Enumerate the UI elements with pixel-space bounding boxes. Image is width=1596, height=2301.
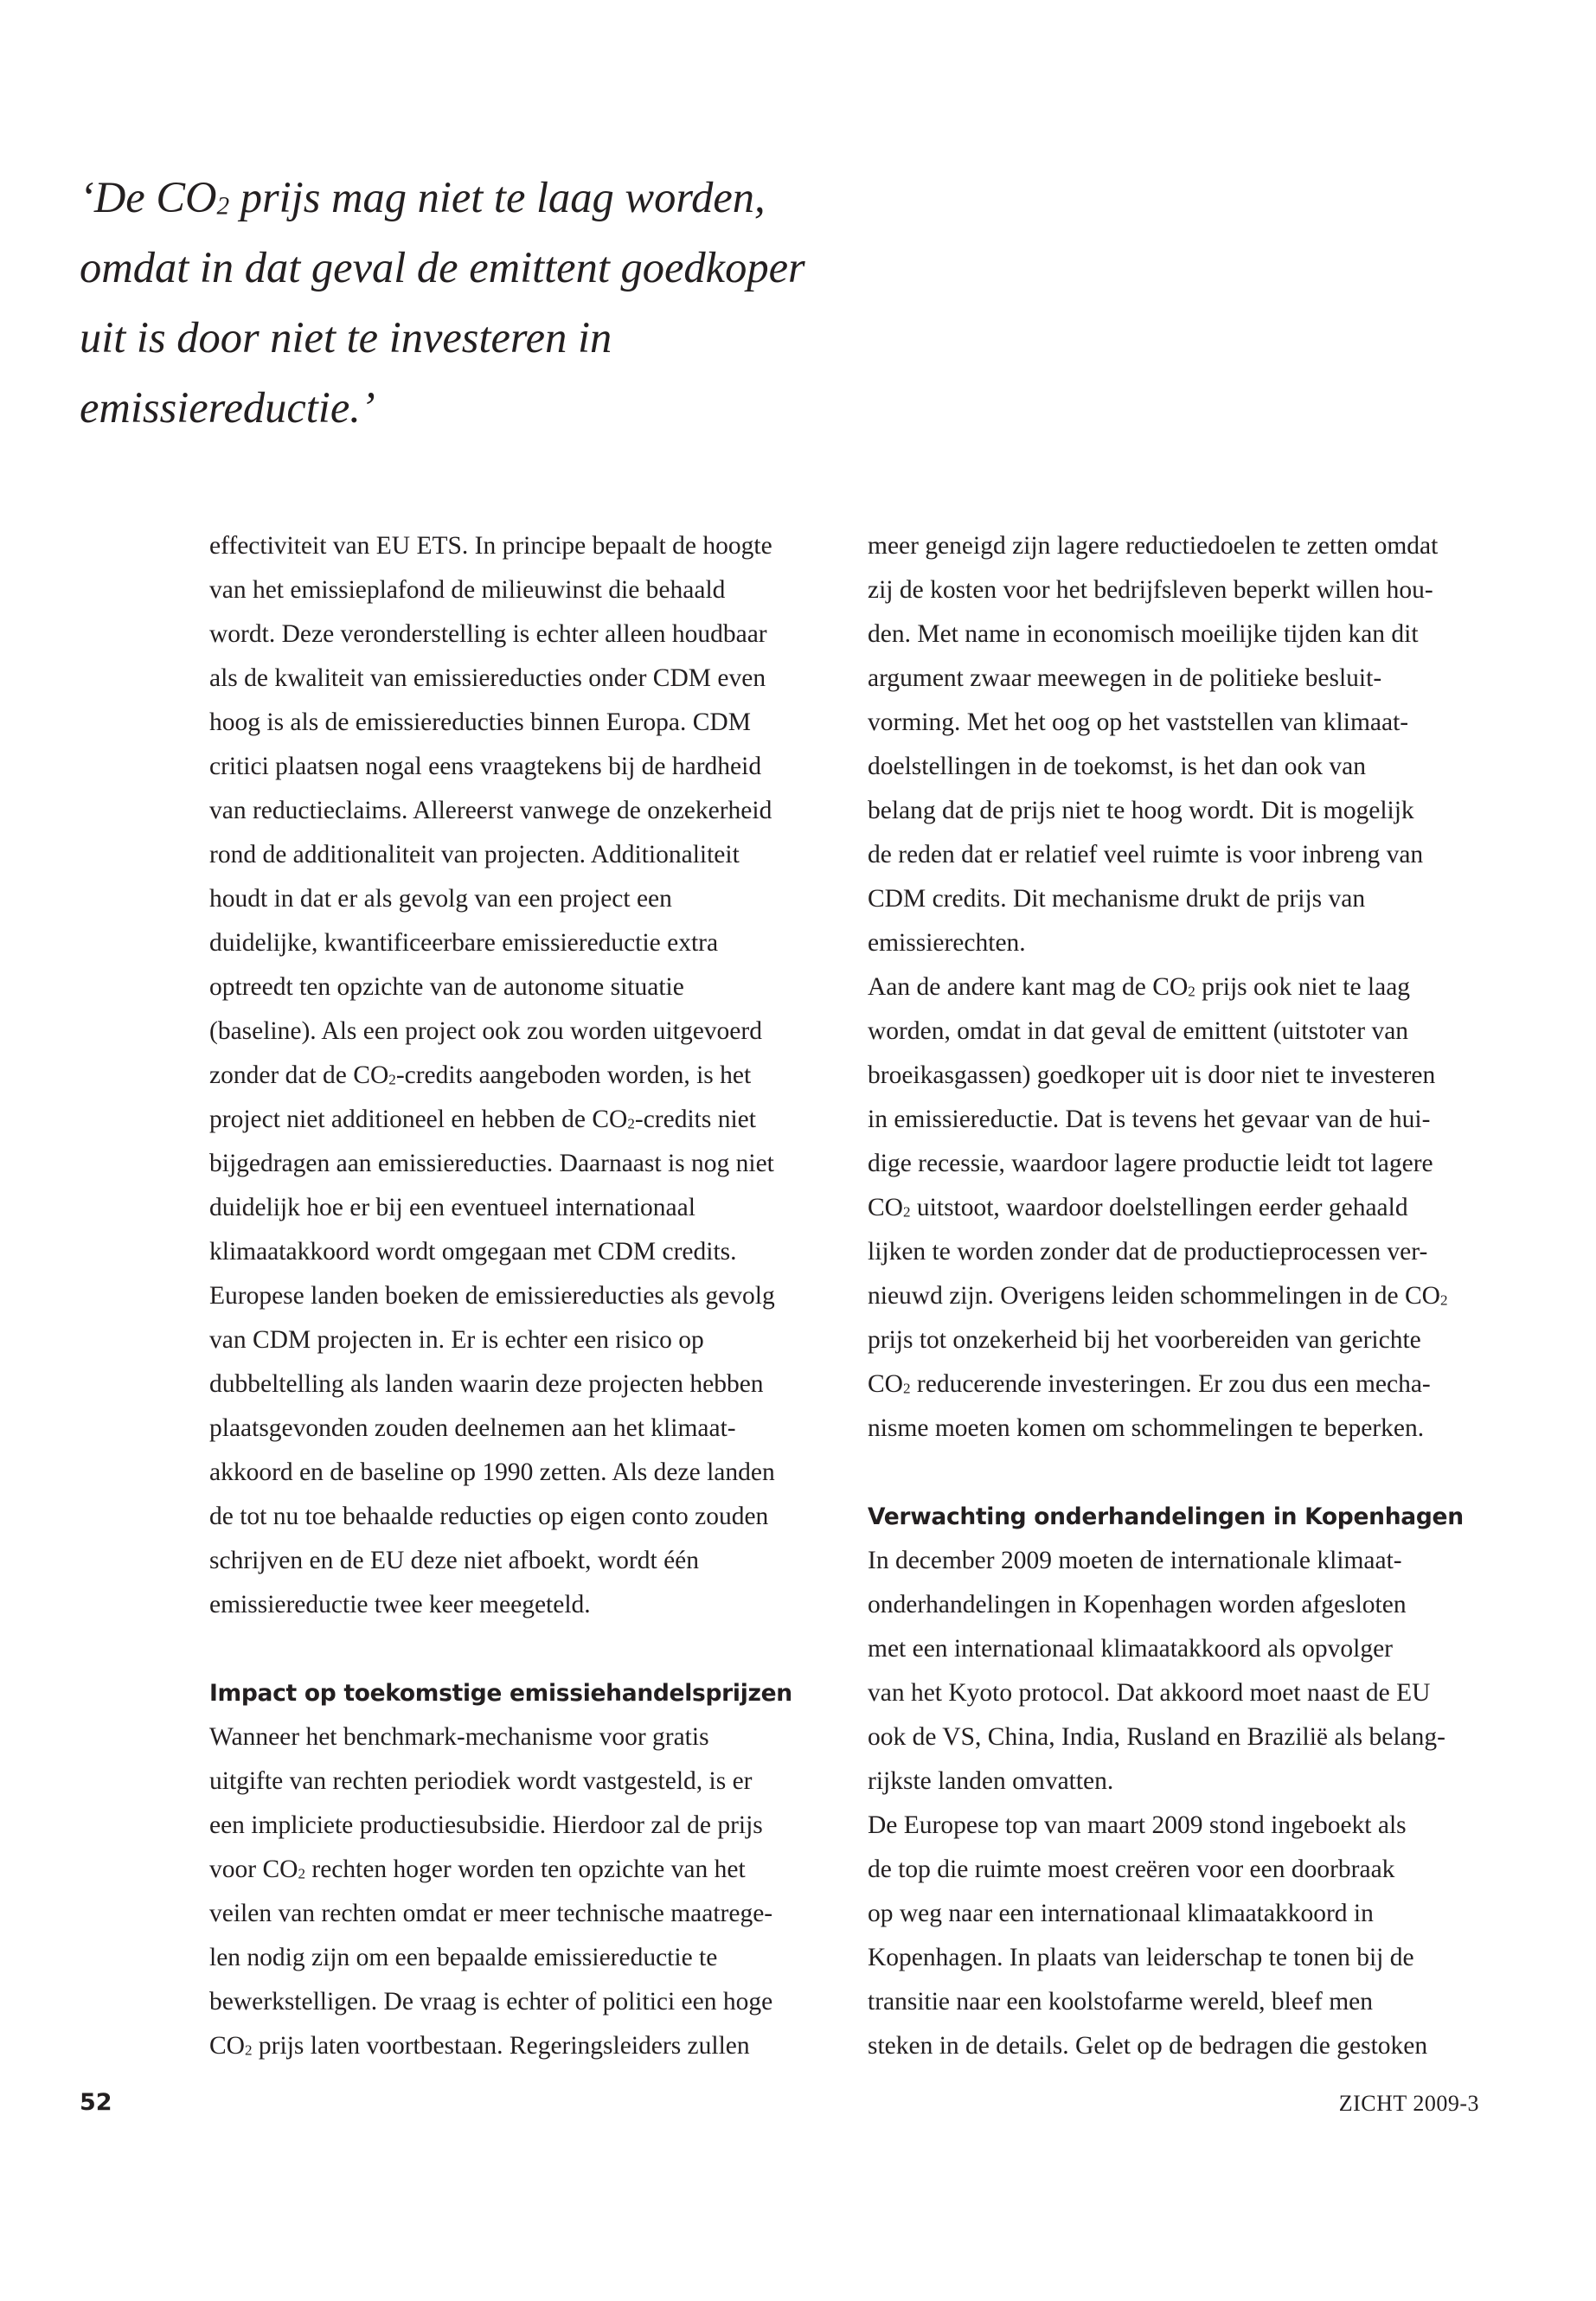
section-heading: Impact op toekomstige emissiehandelsprijzen	[209, 1680, 792, 1707]
text-segment: optreedt ten opzichte van de autonome situatie	[209, 973, 684, 1001]
paragraph	[868, 1539, 1473, 1804]
text-line	[868, 1054, 1473, 1098]
subscript: 2	[388, 1071, 396, 1088]
text-line	[209, 1142, 815, 1186]
text-segment: een impliciete productiesubsidie. Hierdoor zal de prijs	[209, 1811, 763, 1839]
text-segment: critici plaatsen nogal eens vraagtekens bij de hardheid	[209, 753, 762, 780]
text-line	[209, 1451, 815, 1495]
text-segment: meer geneigd zijn lagere reductiedoelen te zetten omdat	[868, 532, 1439, 560]
text-line	[868, 833, 1473, 877]
paragraph-gap	[868, 1451, 1473, 1495]
text-segment: schrijven en de EU deze niet afboekt, wordt één	[209, 1547, 700, 1574]
subscript: 2	[244, 2041, 253, 2059]
text-segment: dubbeltelling als landen waarin deze projecten hebben	[209, 1370, 764, 1398]
text-line	[868, 657, 1473, 701]
text-segment: veilen van rechten omdat er meer technische maatrege-	[209, 1900, 773, 1927]
text-line	[209, 2024, 815, 2068]
text-segment: omdat in dat geval de emittent goedkoper	[80, 243, 805, 292]
text-segment: op weg naar een internationaal klimaatakkoord in	[868, 1900, 1374, 1927]
text-segment: zonder dat de CO	[209, 1061, 389, 1089]
quote-line	[80, 163, 884, 233]
text-line	[209, 789, 815, 833]
text-segment: dige recessie, waardoor lagere productie leidt tot lagere	[868, 1150, 1433, 1177]
text-segment: nisme moeten komen om schommelingen te beperken.	[868, 1414, 1425, 1442]
text-segment: prijs laten voortbestaan. Regeringsleiders zullen	[252, 2032, 750, 2060]
text-segment: argument zwaar meewegen in de politieke besluit-	[868, 664, 1382, 692]
text-line	[868, 524, 1473, 568]
paragraph	[209, 524, 815, 1627]
text-line	[868, 1009, 1473, 1054]
text-segment: prijs tot onzekerheid bij het voorbereiden van gerichte	[868, 1326, 1421, 1354]
text-segment: De Europese top van maart 2009 stond ingeboekt als	[868, 1811, 1407, 1839]
paragraph	[868, 524, 1473, 965]
text-line	[209, 965, 815, 1009]
text-segment: duidelijke, kwantificeerbare emissiereductie extra	[209, 929, 719, 957]
text-segment: Aan de andere kant mag de CO	[868, 973, 1189, 1001]
text-line	[209, 1274, 815, 1318]
text-line	[868, 1715, 1473, 1759]
paragraph-gap	[209, 1627, 815, 1671]
text-segment: met een internationaal klimaatakkoord als opvolger	[868, 1635, 1393, 1663]
text-segment: rijkste landen omvatten.	[868, 1767, 1114, 1795]
text-line	[209, 833, 815, 877]
text-line	[209, 1980, 815, 2024]
text-segment: uit is door niet te investeren in	[80, 313, 612, 362]
text-line	[868, 568, 1473, 612]
text-line	[209, 877, 815, 921]
text-segment: lijken te worden zonder dat de productieprocessen ver-	[868, 1238, 1428, 1266]
text-line	[209, 1759, 815, 1804]
text-line	[209, 1892, 815, 1936]
text-line	[209, 701, 815, 745]
text-line	[868, 701, 1473, 745]
text-line	[209, 1318, 815, 1362]
text-segment: van het Kyoto protocol. Dat akkoord moet naast de EU	[868, 1679, 1431, 1707]
text-segment: (baseline). Als een project ook zou worden uitgevoerd	[209, 1017, 762, 1045]
text-line	[868, 1848, 1473, 1892]
text-line	[209, 745, 815, 789]
quote-line	[80, 233, 884, 303]
text-segment: Kopenhagen. In plaats van leiderschap te tonen bij de	[868, 1944, 1414, 1971]
text-segment: reducerende investeringen. Er zou dus een mecha-	[910, 1370, 1431, 1398]
text-line	[868, 1759, 1473, 1804]
text-segment: emissierechten.	[868, 929, 1026, 957]
text-line	[209, 1009, 815, 1054]
text-line	[209, 1804, 815, 1848]
text-line	[209, 921, 815, 965]
paragraph	[868, 1804, 1473, 2068]
text-segment: steken in de details. Gelet op de bedragen die gestoken	[868, 2032, 1428, 2060]
text-segment: -credits aangeboden worden, is het	[395, 1061, 752, 1089]
text-segment: klimaatakkoord wordt omgegaan met CDM credits.	[209, 1238, 737, 1266]
text-segment: CDM credits. Dit mechanisme drukt de prijs van	[868, 885, 1366, 913]
text-line	[209, 612, 815, 657]
text-segment: als de kwaliteit van emissiereducties onder CDM even	[209, 664, 766, 692]
text-segment: worden, omdat in dat geval de emittent (uitstoter van	[868, 1017, 1409, 1045]
text-line	[209, 568, 815, 612]
text-segment: hoog is als de emissiereducties binnen Europa. CDM	[209, 708, 751, 736]
subscript: 2	[1439, 1292, 1448, 1309]
text-segment: emissiereductie.’	[80, 383, 375, 432]
text-line	[868, 789, 1473, 833]
text-line	[209, 1848, 815, 1892]
text-line	[209, 1539, 815, 1583]
text-segment: de top die ruimte moest creëren voor een doorbraak	[868, 1856, 1395, 1883]
text-line	[209, 1407, 815, 1451]
text-line	[868, 877, 1473, 921]
text-segment: vorming. Met het oog op het vaststellen van klimaat-	[868, 708, 1409, 736]
text-segment: onderhandelingen in Kopenhagen worden afgesloten	[868, 1591, 1407, 1618]
text-line	[868, 2024, 1473, 2068]
text-segment: ook de VS, China, India, Rusland en Brazilië als belang-	[868, 1723, 1445, 1751]
text-segment: project niet additioneel en hebben de CO	[209, 1106, 628, 1133]
text-line	[209, 524, 815, 568]
text-segment: In december 2009 moeten de internationale klimaat-	[868, 1547, 1402, 1574]
text-line	[209, 1715, 815, 1759]
text-line	[868, 921, 1473, 965]
text-segment: akkoord en de baseline op 1990 zetten. Als deze landen	[209, 1458, 775, 1486]
text-segment: prijs mag niet te laag worden,	[229, 173, 766, 221]
text-segment: CO	[868, 1370, 903, 1398]
text-line	[209, 1362, 815, 1407]
text-line	[868, 1671, 1473, 1715]
text-segment: voor CO	[209, 1856, 298, 1883]
text-segment: van het emissieplafond de milieuwinst die behaald	[209, 576, 726, 604]
text-line	[868, 1627, 1473, 1671]
text-segment: uitstoot, waardoor doelstellingen eerder gehaald	[910, 1194, 1408, 1221]
text-line	[868, 1230, 1473, 1274]
text-line	[868, 1098, 1473, 1142]
text-line	[868, 1892, 1473, 1936]
text-line	[209, 1186, 815, 1230]
text-line	[868, 1362, 1473, 1407]
text-line	[209, 1583, 815, 1627]
text-line	[868, 1583, 1473, 1627]
text-segment: bijgedragen aan emissiereducties. Daarnaast is nog niet	[209, 1150, 774, 1177]
text-line	[868, 612, 1473, 657]
subscript: 2	[902, 1380, 911, 1397]
text-line	[868, 1936, 1473, 1980]
text-line	[868, 1186, 1473, 1230]
subscript: 2	[1188, 983, 1195, 1000]
section-heading: Verwachting onderhandelingen in Kopenhagen	[868, 1503, 1464, 1530]
subscript: 2	[627, 1115, 635, 1132]
text-segment: duidelijk hoe er bij een eventueel internationaal	[209, 1194, 695, 1221]
text-segment: wordt. Deze veronderstelling is echter alleen houdbaar	[209, 620, 767, 648]
text-line	[868, 1407, 1473, 1451]
text-segment: van reductieclaims. Allereerst vanwege de onzekerheid	[209, 797, 772, 824]
text-line	[868, 965, 1473, 1009]
quote-line	[80, 373, 884, 443]
text-segment: bewerkstelligen. De vraag is echter of politici een hoge	[209, 1988, 773, 2016]
text-segment: effectiviteit van EU ETS. In principe bepaalt de hoogte	[209, 532, 772, 560]
text-segment: Europese landen boeken de emissiereducties als gevolg	[209, 1282, 775, 1310]
text-line	[209, 1054, 815, 1098]
text-segment: ‘De CO	[80, 173, 217, 221]
text-segment: uitgifte van rechten periodiek wordt vastgesteld, is er	[209, 1767, 753, 1795]
text-segment: -credits niet	[634, 1106, 756, 1133]
journal-issue: ZICHT 2009-3	[1338, 2091, 1479, 2116]
text-segment: prijs ook niet te laag	[1195, 973, 1411, 1001]
text-segment: den. Met name in economisch moeilijke tijden kan dit	[868, 620, 1419, 648]
text-line	[868, 1142, 1473, 1186]
text-segment: rond de additionaliteit van projecten. Additionaliteit	[209, 841, 740, 868]
text-line	[868, 1539, 1473, 1583]
text-segment: houdt in dat er als gevolg van een project een	[209, 885, 672, 913]
text-line	[209, 1936, 815, 1980]
text-segment: doelstellingen in de toekomst, is het dan ook van	[868, 753, 1366, 780]
text-line	[868, 1804, 1473, 1848]
text-segment: Wanneer het benchmark-mechanisme voor gratis	[209, 1723, 709, 1751]
text-segment: van CDM projecten in. Er is echter een risico op	[209, 1326, 704, 1354]
text-segment: zij de kosten voor het bedrijfsleven beperkt willen hou-	[868, 576, 1433, 604]
text-segment: belang dat de prijs niet te hoog wordt. Dit is mogelijk	[868, 797, 1414, 824]
text-segment: broeikasgassen) goedkoper uit is door niet te investeren	[868, 1061, 1436, 1089]
text-line	[868, 1318, 1473, 1362]
text-line	[868, 745, 1473, 789]
text-segment: CO	[868, 1194, 903, 1221]
subscript: 2	[902, 1203, 911, 1221]
text-segment: len nodig zijn om een bepaalde emissiereductie te	[209, 1944, 718, 1971]
text-segment: de reden dat er relatief veel ruimte is voor inbreng van	[868, 841, 1424, 868]
quote-line	[80, 303, 884, 373]
text-segment: in emissiereductie. Dat is tevens het gevaar van de hui-	[868, 1106, 1431, 1133]
pull-quote	[80, 163, 884, 443]
text-line	[209, 1098, 815, 1142]
text-line	[209, 1495, 815, 1539]
text-segment: plaatsgevonden zouden deelnemen aan het klimaat-	[209, 1414, 736, 1442]
text-segment: rechten hoger worden ten opzichte van het	[305, 1856, 746, 1883]
text-line	[209, 657, 815, 701]
paragraph	[209, 1715, 815, 2068]
text-line	[868, 1274, 1473, 1318]
right-column	[868, 524, 1473, 2068]
text-segment: emissiereductie twee keer meegeteld.	[209, 1591, 591, 1618]
text-segment: nieuwd zijn. Overigens leiden schommelingen in de CO	[868, 1282, 1440, 1310]
subscript: 2	[216, 192, 230, 221]
subscript: 2	[298, 1865, 305, 1882]
text-segment: transitie naar een koolstofarme wereld, bleef men	[868, 1988, 1374, 2016]
text-segment: CO	[209, 2032, 245, 2060]
text-line	[209, 1230, 815, 1274]
text-segment: de tot nu toe behaalde reducties op eigen conto zouden	[209, 1503, 769, 1530]
text-line	[868, 1980, 1473, 2024]
paragraph	[868, 965, 1473, 1451]
page-number: 52	[80, 2089, 112, 2116]
left-column	[209, 524, 815, 2068]
